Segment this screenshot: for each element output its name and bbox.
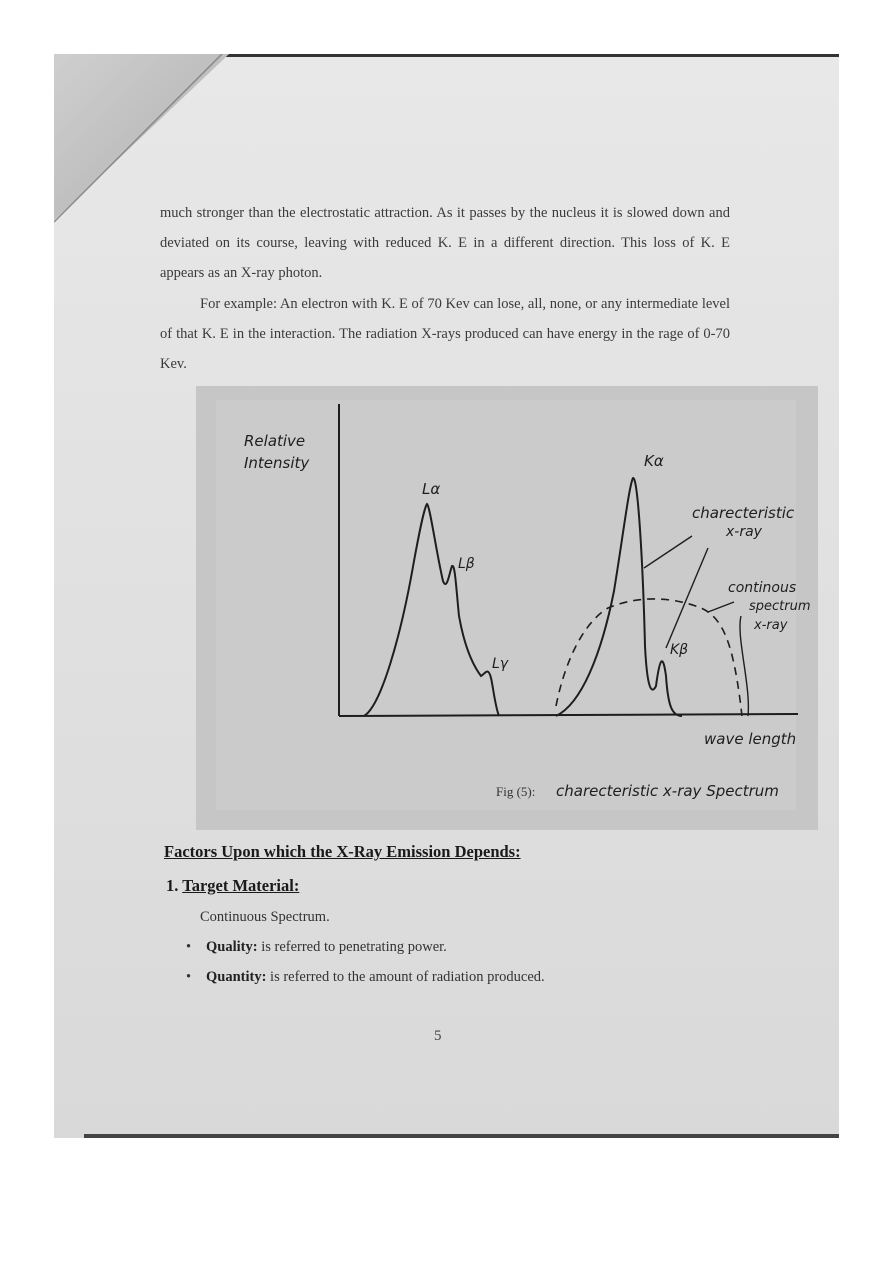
- figure-caption-prefix: Fig (5):: [496, 784, 536, 799]
- bullet-term: Quantity:: [206, 969, 267, 985]
- peak-label-l-gamma: Lγ: [492, 656, 509, 672]
- paper-bottom-edge: [84, 1134, 839, 1138]
- body-paragraph: For example: An electron with K. E of 70 Kev can lose, all, none, or any intermediate level of that K. E in the interaction. The radiation X-rays produced can have energy in the rage of 0-70 Kev.: [160, 296, 730, 372]
- bullet-item: [186, 969, 545, 986]
- bullet-dot: •: [186, 969, 192, 985]
- bullet-text: is referred to penetrating power.: [257, 939, 447, 955]
- subsection-heading: [166, 876, 299, 896]
- bullet-text: is referred to the amount of radiation produced.: [266, 969, 545, 985]
- figure-caption-text: charecteristic x-ray Spectrum: [556, 782, 779, 800]
- bullet-term: Quality:: [206, 939, 258, 955]
- photographed-page: [54, 54, 839, 1138]
- paper-top-edge: [214, 54, 839, 57]
- intro-line: Continuous Spectrum.: [200, 909, 330, 925]
- subsection-number: 1.: [166, 876, 179, 895]
- continuous-annotation: spectrum: [749, 599, 811, 614]
- subsection-title: Target Material:: [182, 876, 300, 895]
- spectrum-sketch: [196, 386, 818, 830]
- paper-sheet: [54, 54, 839, 1138]
- characteristic-annotation: x-ray: [726, 524, 762, 540]
- bullet-item: [186, 939, 447, 956]
- continuous-annotation: x-ray: [754, 618, 788, 633]
- page-number: 5: [434, 1028, 442, 1044]
- section-heading: Factors Upon which the X-Ray Emission Depends:: [164, 842, 521, 861]
- y-axis-label: Relative: [244, 432, 306, 450]
- peak-label-l-beta: Lβ: [458, 556, 475, 572]
- body-paragraph: much stronger than the electrostatic attraction. As it passes by the nucleus it is slowed down and deviated on its course, leaving with reduced K. E in a different direction. This loss of K. E appears as an X-ray photon.: [160, 205, 730, 281]
- peak-label-k-beta: Kβ: [670, 642, 689, 658]
- peak-label-k-alpha: Kα: [644, 452, 664, 470]
- characteristic-annotation: charecteristic: [692, 504, 795, 522]
- continuous-annotation: continous: [728, 580, 797, 596]
- x-axis-label: wave length: [704, 730, 797, 748]
- peak-label-l-alpha: Lα: [422, 480, 441, 498]
- xray-spectrum-figure: [196, 386, 818, 830]
- bullet-dot: •: [186, 939, 192, 955]
- y-axis-label: Intensity: [244, 454, 310, 472]
